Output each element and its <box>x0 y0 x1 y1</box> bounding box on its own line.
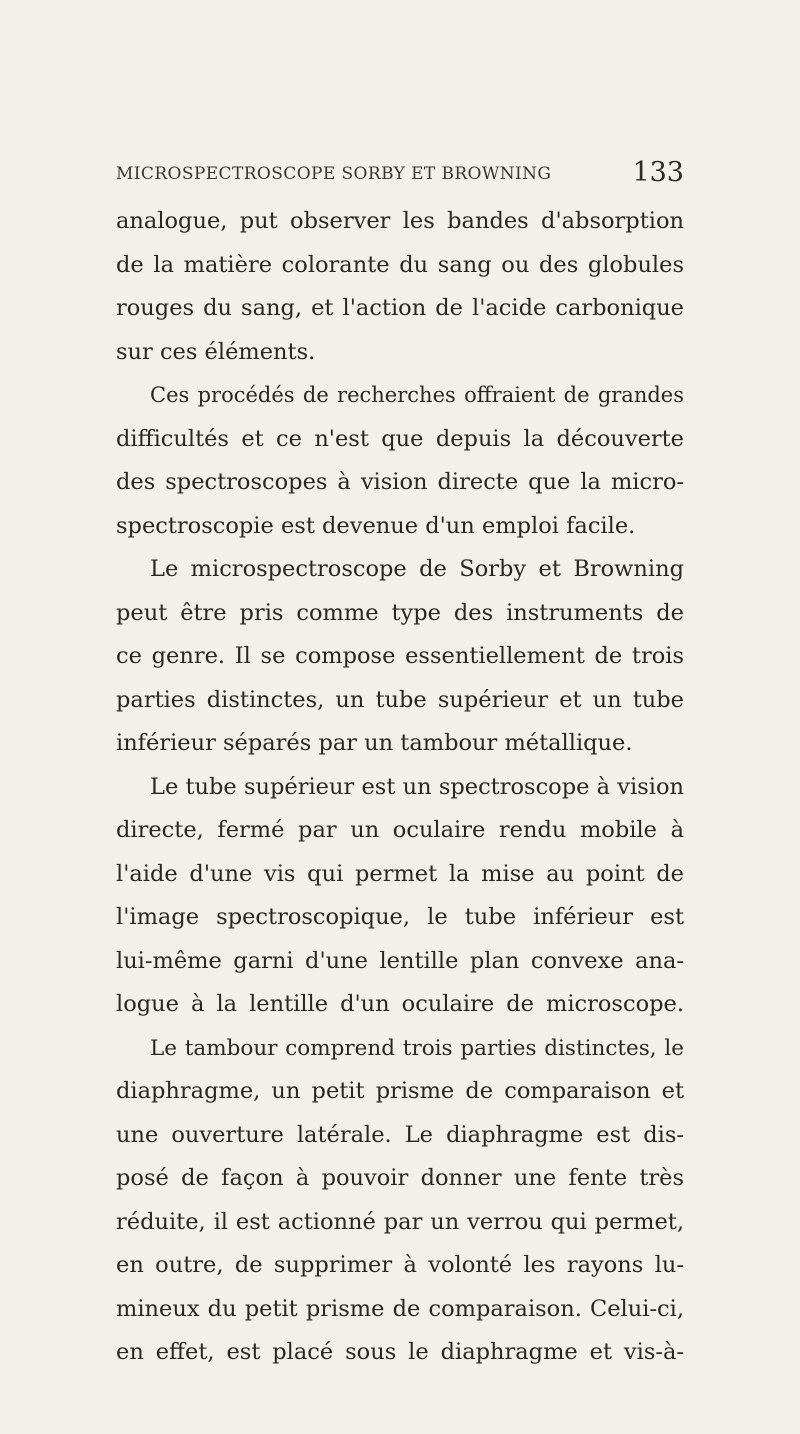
body-text <box>116 200 684 1375</box>
text-line: une ouverture latérale. Le diaphragme est dis- <box>116 1121 684 1148</box>
text-line: des spectroscopes à vision directe que la micro- <box>116 469 684 495</box>
text-line: directe, fermé par un oculaire rendu mobile à <box>116 817 684 843</box>
text-line: peut être pris comme type des instruments de <box>116 599 684 626</box>
text-line: ce genre. Il se compose essentiellement de trois <box>116 643 684 669</box>
text-line: en effet, est placé sous le diaphragme et vis-à- <box>116 1339 684 1365</box>
text-line: de la matière colorante du sang ou des globules <box>116 251 684 278</box>
text-line: l'image spectroscopique, le tube inférieur est <box>116 904 684 930</box>
text-line: Le tube supérieur est un spectroscope à vision <box>150 773 684 800</box>
text-line: sur ces éléments. <box>116 338 316 365</box>
page-number: 133 <box>632 157 684 188</box>
text-line: en outre, de supprimer à volonté les rayons lu- <box>116 1252 684 1278</box>
text-line: analogue, put observer les bandes d'absorption <box>116 208 684 234</box>
text-line: difficultés et ce n'est que depuis la découverte <box>116 425 684 452</box>
text-line: l'aide d'une vis qui permet la mise au point de <box>116 860 684 887</box>
running-title: MICROSPECTROSCOPE SORBY ET BROWNING <box>116 164 552 184</box>
text-line: réduite, il est actionné par un verrou qui permet, <box>116 1208 684 1235</box>
text-line: Ces procédés de recherches offraient de grandes <box>150 383 684 407</box>
text-line: posé de façon à pouvoir donner une fente très <box>116 1165 684 1191</box>
text-line: inférieur séparés par un tambour métallique. <box>116 730 633 756</box>
text-line: logue à la lentille d'un oculaire de microscope. <box>116 991 684 1017</box>
running-head <box>116 148 684 188</box>
text-line: diaphragme, un petit prisme de comparaison et <box>116 1078 684 1104</box>
text-line: spectroscopie est devenue d'un emploi facile. <box>116 512 636 539</box>
text-line: Le microspectroscope de Sorby et Browning <box>150 556 684 582</box>
text-line: lui-même garni d'une lentille plan convexe ana- <box>116 947 684 974</box>
text-line: rouges du sang, et l'action de l'acide carbonique <box>116 295 684 321</box>
text-line: Le tambour comprend trois parties distinctes, le <box>150 1035 684 1061</box>
text-line: mineux du petit prisme de comparaison. Celui-ci, <box>116 1295 684 1322</box>
text-line: parties distinctes, un tube supérieur et un tube <box>116 686 684 713</box>
